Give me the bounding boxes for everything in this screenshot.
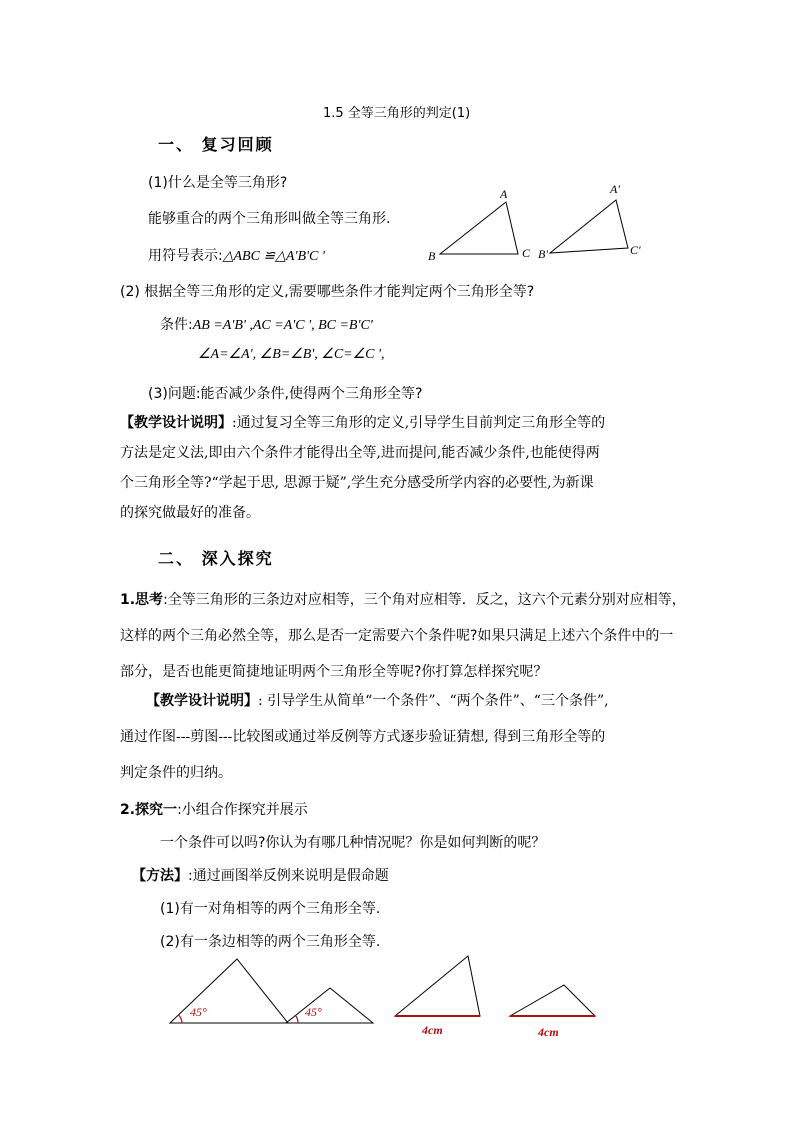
question-1: (1)什么是全等三角形?: [148, 175, 288, 191]
design-line-2-1: : 引导学生从简单“一个条件”、“两个条件”、“三个条件”,: [258, 693, 609, 709]
think-line-2: 这样的两个三角必然全等，那么是否一定需要六个条件呢?如果只满足上述六个条件中的一: [120, 628, 674, 644]
angle-mark-1: [179, 1015, 183, 1023]
design-line-1-3: 个三角形全等?“学起于思, 思源于疑”,学生充分感受所学内容的必要性,为新课: [120, 475, 594, 491]
angle-label-1: 45°: [190, 1005, 207, 1019]
angle-label-2: 45°: [305, 1005, 322, 1019]
side-label-2: 4cm: [538, 1025, 559, 1039]
design-line-1-1: :通过复习全等三角形的定义,引导学生目前判定三角形全等的: [232, 415, 606, 431]
condition-angles: ∠A=∠A', ∠B=∠B', ∠C=∠C ',: [198, 347, 385, 362]
triangle-angle-1: [170, 959, 288, 1023]
label-b-prime: B': [538, 247, 548, 261]
triangle-abc: [440, 202, 518, 254]
explore-label: 2.探究一: [120, 802, 178, 818]
counterexample-figures: [160, 950, 610, 1045]
congruent-triangles-figure: [420, 178, 650, 268]
label-b: B: [428, 249, 436, 263]
label-a: A: [500, 187, 508, 201]
section2-heading: 二、 深入探究: [158, 549, 274, 568]
think-label: 1.思考: [120, 592, 164, 608]
case-1: (1)有一对角相等的两个三角形全等.: [160, 901, 381, 917]
design-note-1: [120, 408, 690, 528]
design-line-1-4: 的探究做最好的准备。: [120, 505, 260, 521]
side-label-1: 4cm: [422, 1023, 443, 1037]
think-line-3: 部分，是否也能更简捷地证明两个三角形全等呢?你打算怎样探究呢？: [120, 664, 548, 680]
triangle-abc-prime: [550, 200, 628, 253]
explore-line: [120, 799, 308, 819]
method-text: :通过画图举反例来说明是假命题: [188, 868, 389, 884]
think-paragraph: [120, 582, 686, 690]
triangle-side-2: [510, 985, 595, 1016]
symbol-prefix: 用符号表示:: [148, 248, 223, 264]
page-title: 1.5 全等三角形的判定(1): [323, 106, 471, 121]
label-c-prime: C': [630, 243, 641, 257]
angle-mark-2: [296, 1016, 299, 1024]
condition-sides: AB =A'B' ,AC =A'C ', BC =B'C': [192, 318, 373, 333]
think-line-1: :全等三角形的三条边对应相等，三个角对应相等．反之，这六个元素分别对应相等，: [163, 592, 686, 608]
design-line-2-2: 通过作图---剪图---比较图或通过举反例等方式逐步验证猜想, 得到三角形全等的: [120, 729, 606, 745]
design-line-1-2: 方法是定义法,即由六个条件才能得出全等,进而提问,能否减少条件,也能使得两: [120, 445, 600, 461]
label-c: C: [522, 246, 531, 260]
design-label-2: 【教学设计说明】: [146, 693, 258, 709]
section1-heading: 一、 复习回顾: [158, 135, 274, 154]
answer-1: 能够重合的两个三角形叫做全等三角形.: [148, 211, 391, 227]
question-2: (2) 根据全等三角形的定义,需要哪些条件才能判定两个三角形全等?: [120, 284, 535, 300]
condition-label: 条件:: [160, 317, 193, 333]
explore-question: 一个条件可以吗?你认为有哪几种情况呢？你是如何判断的呢？: [160, 835, 546, 851]
symbol-expression: △ABC ≌△A'B'C ': [222, 249, 325, 264]
label-a-prime: A': [610, 182, 620, 196]
condition-sides-line: [160, 314, 373, 334]
method-line: [132, 865, 389, 885]
design-note-2: [120, 683, 690, 791]
design-label-1: 【教学设计说明】: [120, 415, 232, 431]
triangle-angle-2: [286, 988, 373, 1023]
design-line-2-3: 判定条件的归纳。: [120, 765, 232, 781]
case-2: (2)有一条边相等的两个三角形全等.: [160, 934, 381, 950]
method-label: 【方法】: [132, 868, 188, 884]
question-3: (3)问题:能否减少条件,使得两个三角形全等?: [148, 386, 423, 402]
explore-text: :小组合作探究并展示: [177, 802, 308, 818]
symbol-line: [148, 245, 325, 265]
triangle-side-1: [395, 956, 480, 1016]
